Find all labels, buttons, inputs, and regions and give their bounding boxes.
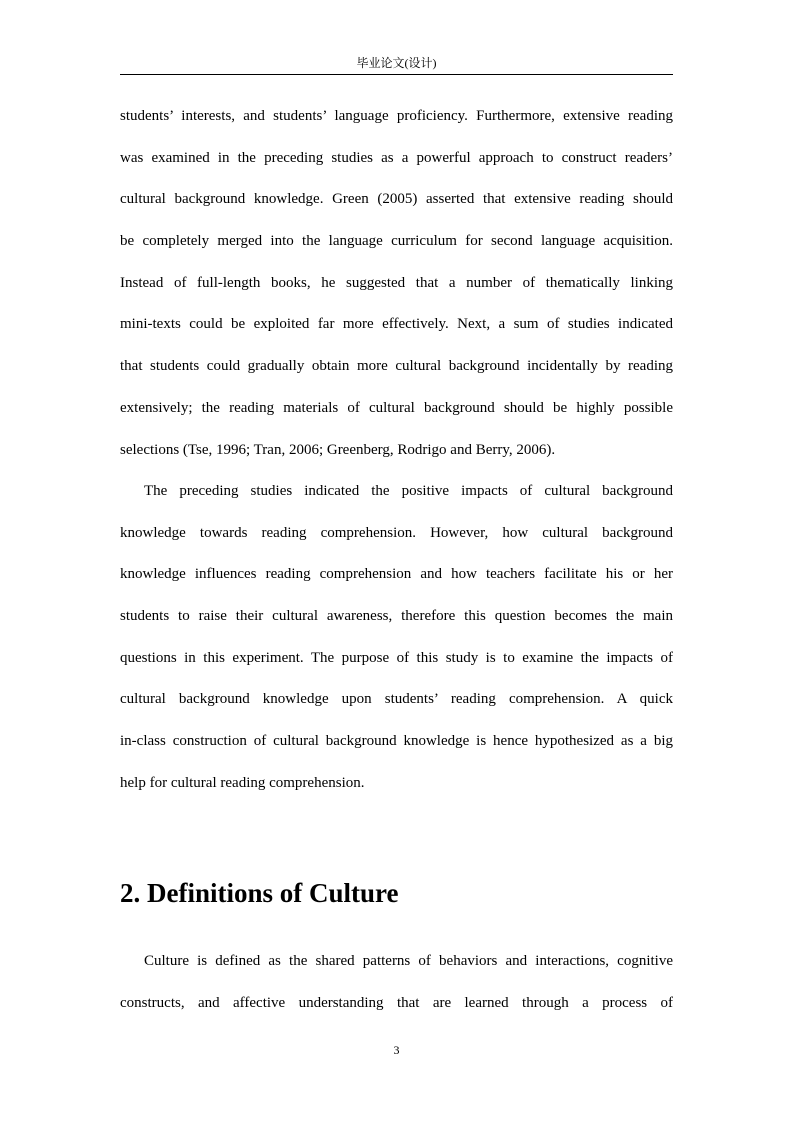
text-line: students’ interests, and students’ language proficiency. Furthermore, extensive reading <box>120 108 673 124</box>
text-line: knowledge towards reading comprehension. However, how cultural background <box>120 524 673 541</box>
text-line: was examined in the preceding studies as a powerful approach to construct readers’ <box>120 149 673 166</box>
text-line: that students could gradually obtain more cultural background incidentally by reading <box>120 358 673 375</box>
text-line: The preceding studies indicated the positive impacts of cultural background <box>144 483 673 499</box>
text-line: in-class construction of cultural background knowledge is hence hypothesized as a big <box>120 733 673 750</box>
page-header <box>120 55 673 75</box>
text-line: extensively; the reading materials of cultural background should be highly possible <box>120 399 673 416</box>
text-line: selections (Tse, 1996; Tran, 2006; Greenberg, Rodrigo and Berry, 2006). <box>120 441 556 458</box>
paragraph-study-purpose <box>120 481 673 815</box>
text-line: Instead of full-length books, he suggested that a number of thematically linking <box>120 274 673 291</box>
text-line: Culture is defined as the shared patterns of behaviors and interactions, cognitive <box>144 953 673 969</box>
text-line: cultural background knowledge. Green (2005) asserted that extensive reading should <box>120 191 673 208</box>
text-line: cultural background knowledge upon students’ reading comprehension. A quick <box>120 691 673 708</box>
header-title: 毕业论文(设计) <box>356 56 437 70</box>
page-number: 3 <box>393 1043 400 1057</box>
text-line: constructs, and affective understanding that are learned through a process of <box>120 994 673 1011</box>
paragraph-culture-definition <box>120 951 673 1034</box>
text-line: help for cultural reading comprehension. <box>120 774 365 791</box>
text-line: questions in this experiment. The purpose of this study is to examine the impacts of <box>120 649 673 666</box>
paragraph-continuation <box>120 106 673 481</box>
text-line: students to raise their cultural awareness, therefore this question becomes the main <box>120 608 673 625</box>
text-line: be completely merged into the language curriculum for second language acquisition. <box>120 233 673 250</box>
text-line: mini-texts could be exploited far more effectively. Next, a sum of studies indicated <box>120 316 673 333</box>
section-heading: 2. Definitions of Culture <box>120 878 399 908</box>
text-line: knowledge influences reading comprehension and how teachers facilitate his or her <box>120 566 673 583</box>
